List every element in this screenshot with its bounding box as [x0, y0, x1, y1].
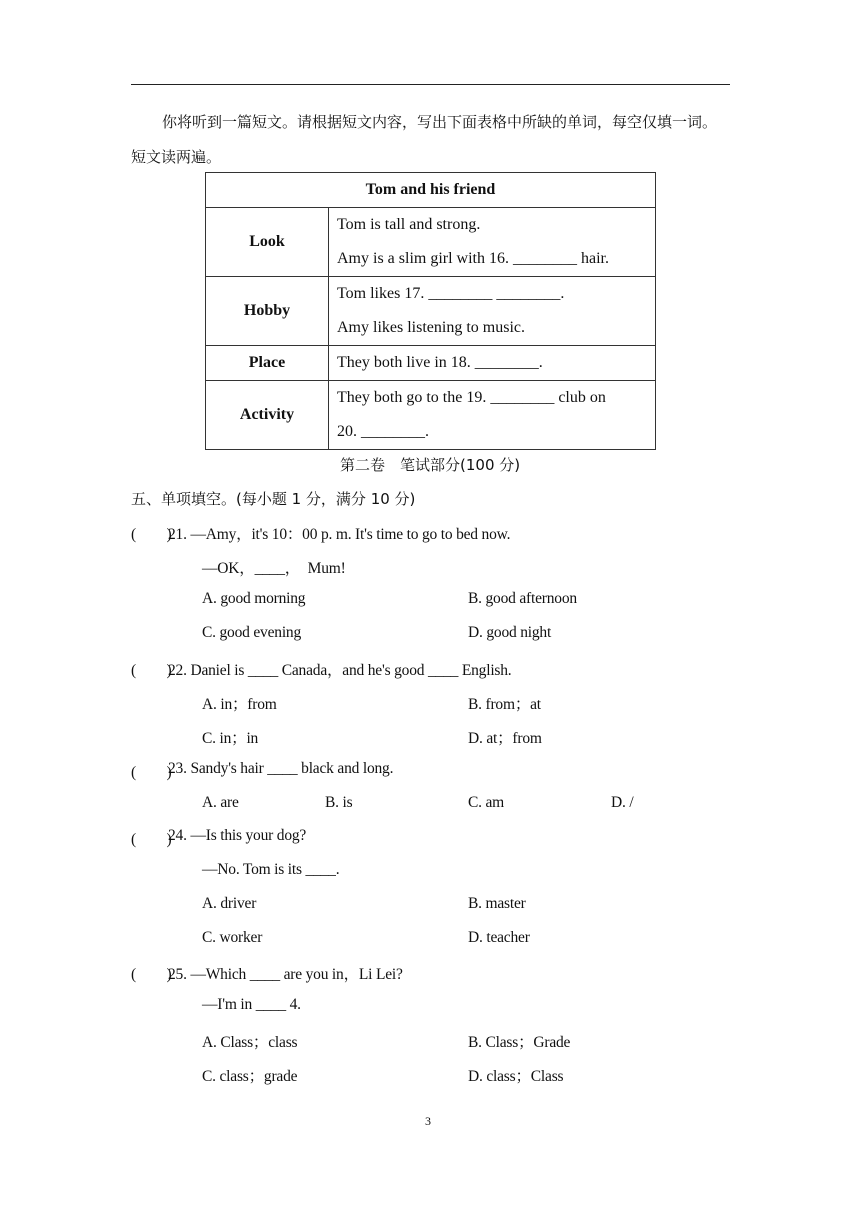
question-stem: 24. —Is this your dog? [168, 827, 307, 844]
row-line: Amy likes listening to music. [337, 319, 525, 336]
option: C. good evening [202, 624, 302, 641]
option: B. from；at [468, 696, 541, 713]
option: D. / [611, 794, 634, 811]
answer-paren: ( ) [131, 526, 172, 543]
option: D. good night [468, 624, 552, 641]
row-content-place [329, 346, 656, 381]
option: D. teacher [468, 929, 530, 946]
table-row [206, 208, 656, 277]
top-rule [131, 84, 730, 85]
question-stem: 25. —Which ____ are you in，Li Lei? [168, 966, 403, 983]
question-stem: 21. —Amy，it's 10：00 p. m. It's time to go to bed now. [168, 526, 511, 543]
question-reply: —No. Tom is its ____. [202, 861, 340, 878]
answer-paren: ( ) [131, 662, 172, 679]
option: C. class；grade [202, 1068, 298, 1085]
question-stem: 22. Daniel is ____ Canada，and he's good ____ English. [168, 662, 512, 679]
section-title: 第二卷 笔试部分(100 分) [340, 456, 521, 474]
page-number: 3 [425, 1114, 431, 1128]
row-line: They both go to the 19. ________ club on [337, 389, 606, 406]
row-content-activity [329, 381, 656, 450]
question-reply: —I'm in ____ 4. [202, 996, 301, 1013]
listening-table [205, 172, 656, 450]
row-line: 20. ________. [337, 423, 429, 440]
row-line: They both live in 18. ________. [337, 354, 543, 371]
row-content-hobby [329, 277, 656, 346]
option: A. are [202, 794, 239, 811]
table-title: Tom and his friend [206, 173, 656, 208]
option: B. master [468, 895, 526, 912]
option: C. in；in [202, 730, 259, 747]
row-label-hobby: Hobby [206, 277, 329, 346]
row-line: Tom is tall and strong. [337, 216, 481, 233]
answer-paren: ( ) [131, 764, 172, 781]
instruction-line-1: 你将听到一篇短文。请根据短文内容，写出下面表格中所缺的单词，每空仅填一词。 [162, 113, 718, 131]
option: A. driver [202, 895, 257, 912]
option: A. good morning [202, 590, 306, 607]
section5-title: 五、单项填空。(每小题 1 分，满分 10 分) [131, 490, 416, 508]
option: A. Class；class [202, 1034, 298, 1051]
row-content-look [329, 208, 656, 277]
option: A. in；from [202, 696, 277, 713]
table-row [206, 277, 656, 346]
option: D. at；from [468, 730, 542, 747]
option: C. worker [202, 929, 263, 946]
table-row [206, 381, 656, 450]
option: C. am [468, 794, 505, 811]
question-reply: —OK，____， Mum! [202, 560, 346, 577]
row-label-place: Place [206, 346, 329, 381]
table-row [206, 346, 656, 381]
option: B. is [325, 794, 353, 811]
option: B. Class；Grade [468, 1034, 571, 1051]
table-header-row [206, 173, 656, 208]
question-stem: 23. Sandy's hair ____ black and long. [168, 760, 394, 777]
row-line: Amy is a slim girl with 16. ________ hair. [337, 250, 609, 267]
answer-paren: ( ) [131, 966, 172, 983]
row-label-activity: Activity [206, 381, 329, 450]
option: B. good afternoon [468, 590, 577, 607]
row-label-look: Look [206, 208, 329, 277]
row-line: Tom likes 17. ________ ________. [337, 285, 565, 302]
answer-paren: ( ) [131, 831, 172, 848]
option: D. class；Class [468, 1068, 564, 1085]
instruction-line-2: 短文读两遍。 [131, 148, 222, 166]
